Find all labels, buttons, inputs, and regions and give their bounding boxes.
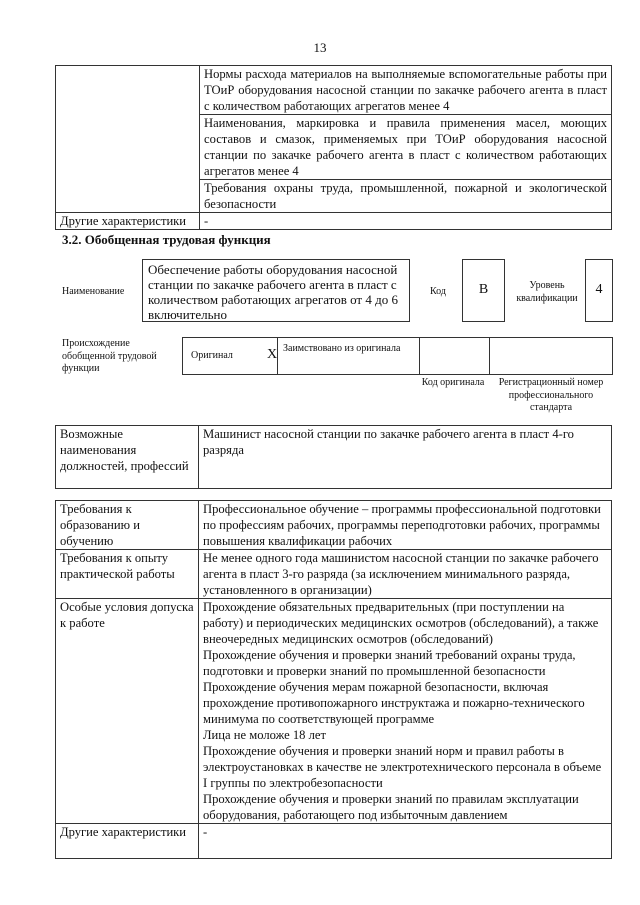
requirement-line: Прохождение обучения и проверки знаний по правилам эксплуатации оборудования, работающего под избыточным давлением (203, 792, 579, 822)
section-heading: 3.2. Обобщенная трудовая функция (62, 232, 271, 247)
requirement-line: Прохождение обучения и проверки знаний требований охраны труда, подготовки и проверки знаний по промышленной безопасности (203, 648, 576, 678)
code-original-caption: Код оригинала (421, 377, 485, 388)
table-cell: Машинист насосной станции по закачке рабочего агента в пласт 4-го разряда (199, 426, 612, 489)
positions-table (55, 425, 612, 489)
table-cell: Не менее одного года машинистом насосной станции по закачке рабочего агента в пласт 3-го разряда (за исключением минимального разряда, установленного в организации) (199, 550, 612, 599)
table-row (56, 824, 612, 859)
table-row (56, 550, 612, 599)
requirements-table (55, 500, 612, 859)
level-label: Уровень квалификации (516, 280, 578, 304)
table-cell: Нормы расхода материалов на выполняемые вспомогательные работы при ТОиР оборудования насосной станции по закачке рабочего агента в пласт с количеством работающих агрегатов менее 4 (200, 66, 612, 115)
requirement-line: Лица не моложе 18 лет (203, 728, 326, 742)
row-label: Требования к опыту практической работы (56, 550, 199, 599)
code-label: Код (430, 286, 446, 297)
table-row (56, 426, 612, 489)
origin-label: Происхождение обобщенной трудовой функции (62, 338, 157, 374)
row-label: Особые условия допуска к работе (56, 599, 199, 824)
table-cell: Профессиональное обучение – программы профессиональной подготовки по профессиям рабочих, программы переподготовки рабочих, программы повышения квалификации рабочих (199, 501, 612, 550)
borrowed-label: Заимствовано из оригинала (283, 343, 401, 354)
table-cell (199, 599, 612, 824)
table-row (56, 599, 612, 824)
table-cell: Требования охраны труда, промышленной, пожарной и экологической безопасности (200, 180, 612, 213)
table-row (56, 213, 612, 230)
row-label: Возможные наименования должностей, профессий (56, 426, 199, 489)
level-value-box: 4 (585, 259, 613, 322)
row-label: Требования к образованию и обучению (56, 501, 199, 550)
knowledge-table (55, 65, 612, 230)
requirement-line: Прохождение обучения и проверки знаний норм и правил работы в электроустановках в качестве не электротехнического персонала в объеме I группы по электробезопасности (203, 744, 602, 790)
row-label: Другие характеристики (56, 213, 200, 230)
table-row (56, 66, 612, 115)
original-label: Оригинал (191, 350, 233, 361)
origin-table (182, 337, 613, 375)
code-value-box: B (462, 259, 505, 322)
table-row (56, 501, 612, 550)
table-cell: Наименования, маркировка и правила применения масел, моющих составов и смазок, применяемых при ТОиР оборудования насосной станции по закачке рабочего агента в пласт с количеством работающих агрегатов менее 4 (200, 115, 612, 180)
table-cell: - (199, 824, 612, 859)
table-cell: - (200, 213, 612, 230)
requirement-line: Прохождение обязательных предварительных (при поступлении на работу) и периодических медицинских осмотров (обследований), а также внеочередных медицинских осмотров (обследований) (203, 600, 599, 646)
requirement-line: Прохождение обучения мерам пожарной безопасности, включая прохождение противопожарного инструктажа и пожарно-технического минимума по соответствующей программе (203, 680, 585, 726)
original-mark: X (267, 347, 278, 362)
name-label: Наименование (62, 286, 125, 297)
reg-number-caption: Регистрационный номер профессионального стандарта (498, 377, 604, 413)
function-name-box: Обеспечение работы оборудования насосной станции по закачке рабочего агента в пласт с количеством работающих агрегатов от 4 до 6 включительно (142, 259, 410, 322)
page-number: 13 (313, 40, 327, 55)
row-label: Другие характеристики (56, 824, 199, 859)
